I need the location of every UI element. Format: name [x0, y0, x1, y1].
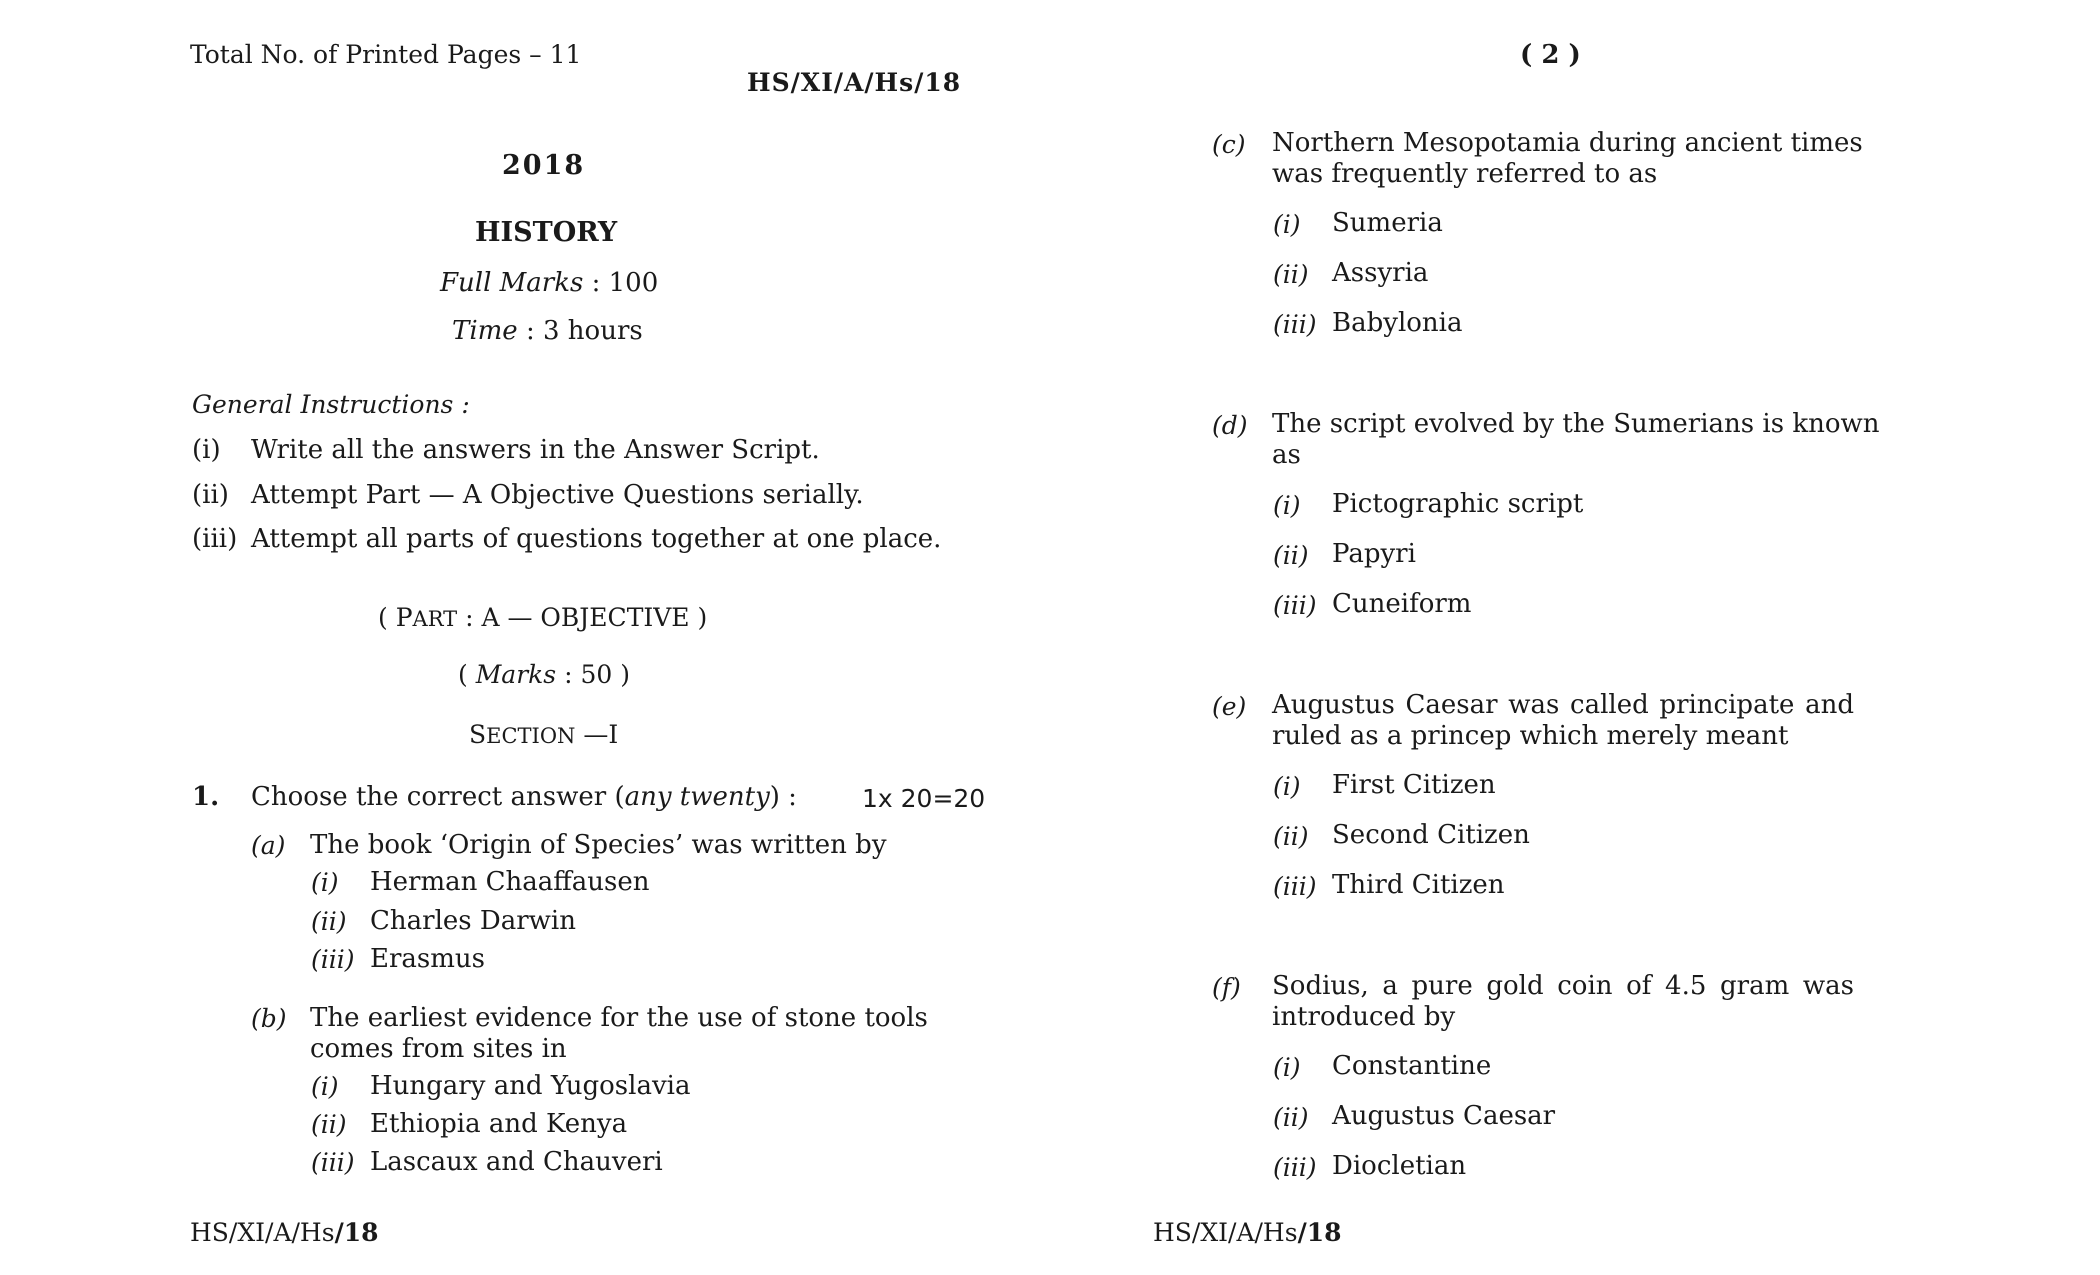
q1-text-b: ) : [769, 782, 797, 812]
option-num: (ii) [1273, 260, 1309, 289]
option-text: Papyri [1332, 539, 1416, 569]
option-text: Ethiopia and Kenya [370, 1109, 628, 1139]
section-heading-small: ECTION [486, 724, 576, 748]
option-num: (ii) [311, 1110, 347, 1139]
option-text: Pictographic script [1332, 489, 1584, 519]
part-heading [378, 603, 707, 632]
part-marks-open: ( [458, 660, 476, 689]
option-num: (i) [1273, 1053, 1301, 1082]
subquestion-text: Sodius, a pure gold coin of 4.5 gram was [1272, 971, 1854, 1001]
subquestion-text-cont: introduced by [1272, 1002, 1456, 1032]
option-text: Lascaux and Chauveri [370, 1147, 663, 1177]
option-num: (i) [311, 868, 339, 897]
part-marks-rest: : 50 ) [556, 660, 630, 689]
option-text: Erasmus [370, 944, 485, 974]
part-heading-rest: : A — OBJECTIVE ) [457, 603, 708, 632]
option-num: (i) [311, 1072, 339, 1101]
page-number: ( 2 ) [1520, 40, 1581, 70]
instruction-text: Write all the answers in the Answer Script. [251, 435, 820, 465]
option-num: (ii) [1273, 1103, 1309, 1132]
subquestion-text-cont: was frequently referred to as [1272, 159, 1658, 189]
option-text: First Citizen [1332, 770, 1496, 800]
option-num: (iii) [1273, 872, 1317, 901]
footer-code [190, 1218, 378, 1247]
option-num: (ii) [311, 907, 347, 936]
section-heading [469, 720, 618, 749]
option-num: (i) [1273, 491, 1301, 520]
full-marks-label: Full Marks [440, 268, 584, 298]
option-num: (iii) [1273, 591, 1317, 620]
option-text: Sumeria [1332, 208, 1443, 238]
subquestion-text: Northern Mesopotamia during ancient times [1272, 128, 1863, 158]
subquestion-label: (e) [1212, 692, 1247, 721]
footer-code-a: HS/XI/A/Hs [1153, 1218, 1298, 1247]
option-num: (ii) [1273, 541, 1309, 570]
option-text: Second Citizen [1332, 820, 1530, 850]
option-num: (iii) [1273, 1153, 1317, 1182]
subquestion-text: The book ‘Origin of Species’ was written by [310, 830, 887, 860]
instruction-text: Attempt all parts of questions together at one place. [251, 524, 942, 554]
option-num: (i) [1273, 210, 1301, 239]
time-allowed [452, 316, 643, 346]
option-text: Hungary and Yugoslavia [370, 1071, 691, 1101]
footer-code-b: /18 [334, 1218, 379, 1247]
option-text: Herman Chaaffausen [370, 867, 650, 897]
general-instructions-heading: General Instructions : [192, 390, 470, 419]
section-heading-s: S [469, 720, 487, 749]
printed-pages-note: Total No. of Printed Pages – 11 [190, 40, 582, 69]
part-heading-small: ART [412, 607, 458, 631]
option-text: Charles Darwin [370, 906, 576, 936]
paper-code: HS/XI/A/Hs/18 [747, 68, 962, 97]
instruction-num: (i) [192, 435, 221, 465]
option-text: Third Citizen [1332, 870, 1505, 900]
time-label: Time [452, 316, 518, 346]
subquestion-text: Augustus Caesar was called principate and [1272, 690, 1854, 720]
question-1-marks: 1x 20=20 [862, 784, 986, 813]
subquestion-label: (d) [1212, 411, 1248, 440]
q1-text-a: Choose the correct answer ( [251, 782, 625, 812]
full-marks [440, 268, 658, 298]
subquestion-text: The script evolved by the Sumerians is known [1272, 409, 1880, 439]
full-marks-value: : 100 [591, 268, 659, 298]
question-number: 1. [192, 782, 220, 812]
subquestion-text-cont: as [1272, 440, 1301, 470]
footer-code-b: /18 [1297, 1218, 1342, 1247]
instruction-num: (iii) [192, 524, 238, 554]
option-text: Augustus Caesar [1332, 1101, 1556, 1131]
subject-title: HISTORY [475, 217, 618, 248]
subquestion-text: The earliest evidence for the use of stone tools [310, 1003, 928, 1033]
option-text: Constantine [1332, 1051, 1492, 1081]
part-marks [458, 660, 630, 689]
q1-text-italic: any twenty [624, 782, 770, 812]
option-num: (ii) [1273, 822, 1309, 851]
option-num: (i) [1273, 772, 1301, 801]
time-value: : 3 hours [525, 316, 643, 346]
subquestion-label: (f) [1212, 973, 1241, 1002]
option-text: Assyria [1332, 258, 1429, 288]
footer-code-a: HS/XI/A/Hs [190, 1218, 335, 1247]
option-num: (iii) [311, 945, 355, 974]
part-heading-open: ( P [378, 603, 413, 632]
option-text: Diocletian [1332, 1151, 1467, 1181]
subquestion-text-cont: ruled as a princep which merely meant [1272, 721, 1789, 751]
question-1-text [251, 782, 797, 812]
exam-year: 2018 [502, 150, 586, 181]
subquestion-label: (c) [1212, 130, 1246, 159]
subquestion-label: (b) [251, 1004, 287, 1033]
option-num: (iii) [1273, 310, 1317, 339]
instruction-num: (ii) [192, 480, 229, 510]
section-heading-rest: —I [575, 720, 619, 749]
part-marks-label: Marks [475, 660, 557, 689]
option-text: Babylonia [1332, 308, 1463, 338]
option-text: Cuneiform [1332, 589, 1472, 619]
footer-code [1153, 1218, 1341, 1247]
option-num: (iii) [311, 1148, 355, 1177]
instruction-text: Attempt Part — A Objective Questions serially. [251, 480, 864, 510]
subquestion-text-cont: comes from sites in [310, 1034, 567, 1064]
subquestion-label: (a) [251, 831, 286, 860]
